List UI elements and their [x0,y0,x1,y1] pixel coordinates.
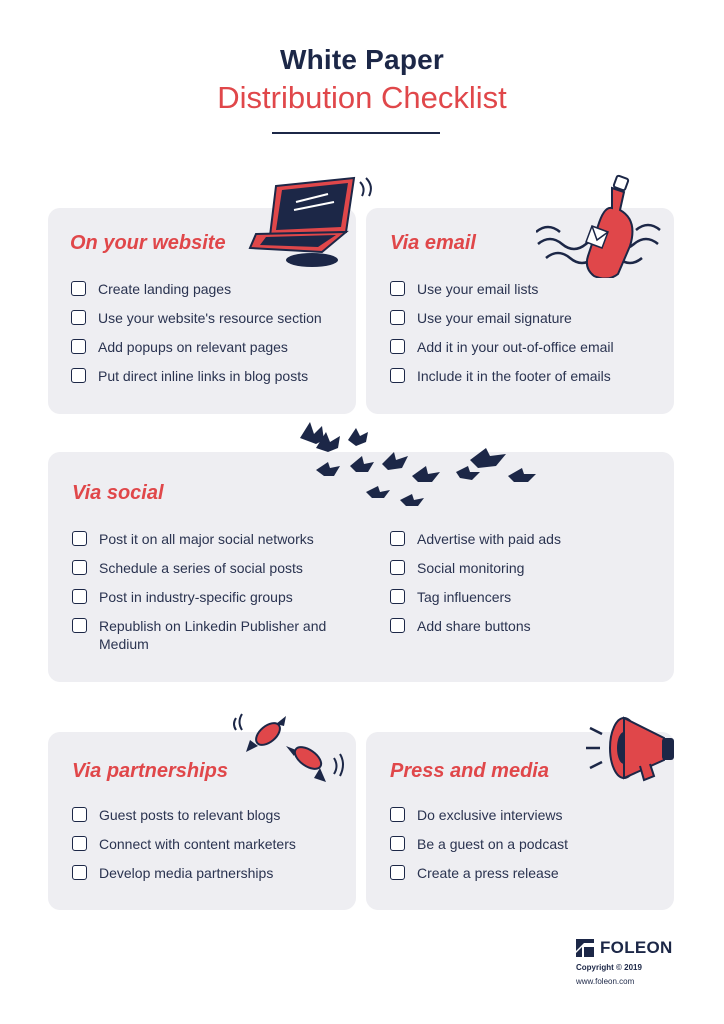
bottle-icon [536,174,666,278]
checklist-item[interactable] [71,338,288,356]
checkbox[interactable] [71,281,86,296]
checkbox[interactable] [390,865,405,880]
checkbox[interactable] [390,560,405,575]
item-label: Create a press release [417,865,559,881]
item-label: Post in industry-specific groups [99,589,293,605]
checkbox[interactable] [390,531,405,546]
checklist-item[interactable] [72,835,296,853]
item-label: Connect with content marketers [99,836,296,852]
checklist-item[interactable] [390,835,568,853]
item-label: Schedule a series of social posts [99,560,303,576]
checklist-item[interactable] [72,617,332,653]
item-label: Tag influencers [417,589,512,605]
section-heading-partnerships: Via partnerships [72,760,228,782]
checkbox[interactable] [390,339,405,354]
checklist-item[interactable] [390,864,559,882]
fish-icon [226,706,352,792]
laptop-icon [248,172,380,272]
checklist-item[interactable] [390,617,531,635]
section-heading-social: Via social [72,482,164,504]
title-line-1: White Paper [279,44,444,75]
checkbox[interactable] [72,618,87,633]
copyright-text: Copyright © 2019 [576,963,642,972]
checkbox[interactable] [390,589,405,604]
item-label: Republish on Linkedin Publisher and Medium [99,618,327,652]
title-line-2: Distribution Checklist [217,80,507,115]
checklist-item[interactable] [72,806,280,824]
checklist-item[interactable] [72,864,273,882]
item-label: Add popups on relevant pages [98,339,288,355]
checklist-item[interactable] [390,530,561,548]
checkbox[interactable] [390,807,405,822]
website-link[interactable]: www.foleon.com [576,977,635,986]
checklist-item[interactable] [390,309,572,327]
checklist-item[interactable] [72,588,293,606]
section-heading-email: Via email [390,232,476,254]
checkbox[interactable] [72,531,87,546]
checklist-item[interactable] [390,338,614,356]
checkbox[interactable] [72,807,87,822]
checklist-item[interactable] [71,309,322,327]
item-label: Use your website's resource section [98,310,322,326]
checkbox[interactable] [71,310,86,325]
checklist-item[interactable] [71,367,308,385]
item-label: Do exclusive interviews [417,807,563,823]
item-label: Add it in your out-of-office email [417,339,614,355]
item-label: Use your email signature [417,310,572,326]
birds-icon [296,420,546,510]
item-label: Add share buttons [417,618,531,634]
item-label: Create landing pages [98,281,232,297]
item-label: Guest posts to relevant blogs [99,807,281,823]
item-label: Use your email lists [417,281,539,297]
checklist-item[interactable] [72,530,314,548]
section-heading-press: Press and media [390,760,549,782]
title-divider [272,132,440,134]
brand-name: FOLEON [600,938,673,957]
checkbox[interactable] [390,310,405,325]
checkbox[interactable] [390,836,405,851]
checklist-item[interactable] [390,588,511,606]
checkbox[interactable] [390,281,405,296]
checklist-item[interactable] [390,806,563,824]
checklist-item[interactable] [72,559,303,577]
checkbox[interactable] [72,836,87,851]
checklist-item[interactable] [390,559,524,577]
checkbox[interactable] [71,339,86,354]
foleon-logo[interactable] [576,938,673,958]
checkbox[interactable] [390,618,405,633]
section-heading-website: On your website [70,232,226,254]
checkbox[interactable] [72,865,87,880]
megaphone-icon [584,708,684,784]
item-label: Post it on all major social networks [99,531,314,547]
item-label: Social monitoring [417,560,525,576]
item-label: Put direct inline links in blog posts [98,368,309,384]
checkbox[interactable] [390,368,405,383]
checkbox[interactable] [72,560,87,575]
item-label: Develop media partnerships [99,865,274,881]
item-label: Advertise with paid ads [417,531,561,547]
checklist-item[interactable] [71,280,231,298]
checkbox[interactable] [71,368,86,383]
foleon-logo-icon [576,939,594,957]
checkbox[interactable] [72,589,87,604]
checklist-item[interactable] [390,367,611,385]
item-label: Include it in the footer of emails [417,368,611,384]
checklist-item[interactable] [390,280,538,298]
item-label: Be a guest on a podcast [417,836,568,852]
